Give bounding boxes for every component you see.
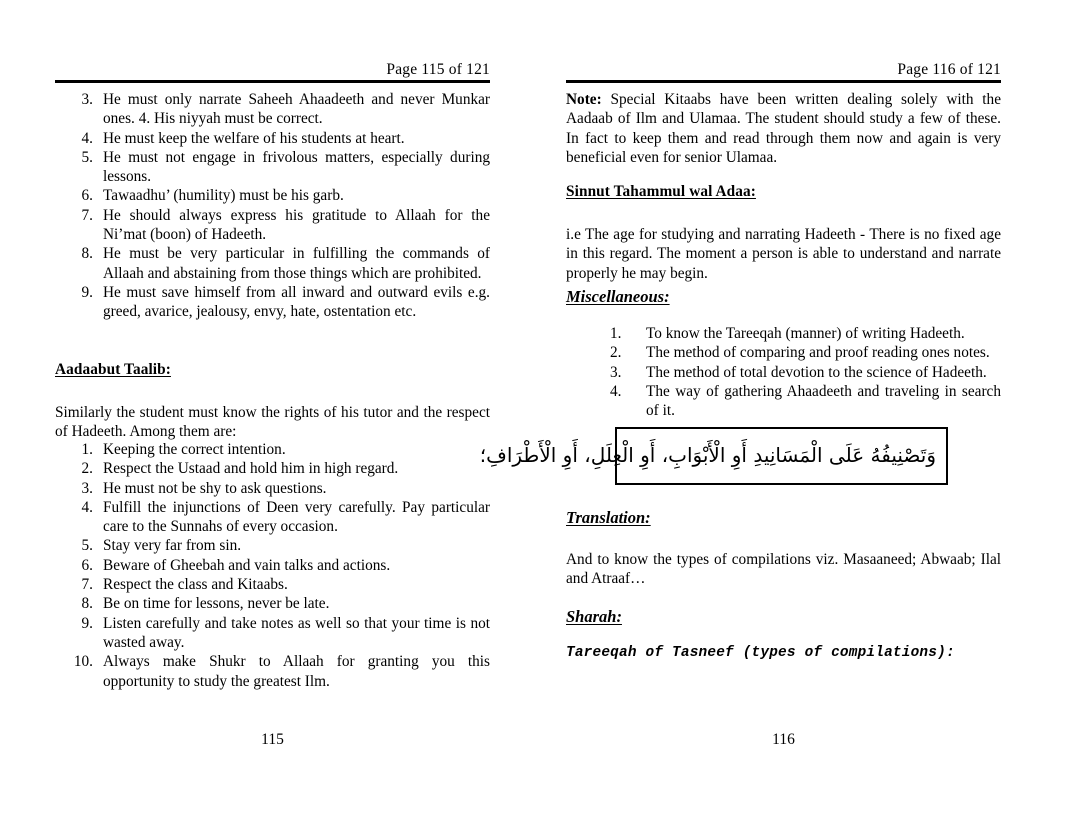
list-item-number: 7.	[81, 206, 93, 224]
left-page	[55, 0, 490, 839]
list-item	[55, 498, 490, 537]
arabic-quote-text: وَتَصْنِيفُهُ عَلَى الْمَسَانِيدِ أَوِ الْأَبْوَابِ، أَوِ الْعِلَلِ، أَوِ الْأَطْرَافِ؛	[479, 443, 936, 467]
student-adab-list-area	[55, 440, 490, 691]
list-item	[55, 186, 490, 205]
right-page-running-header: Page 116 of 121	[897, 61, 1001, 78]
translation-heading-area	[566, 508, 1001, 528]
list-item-text: Listen carefully and take notes as well so that your time is not wasted away.	[103, 614, 490, 651]
list-item	[566, 324, 1001, 343]
list-item-text: Keeping the correct intention.	[103, 441, 286, 458]
list-item-text: He must save himself from all inward and outward evils e.g. greed, avarice, jealousy, envy, hate, ostentation etc.	[103, 283, 490, 321]
list-item-text: The method of total devotion to the science of Hadeeth.	[646, 363, 987, 381]
list-item-number: 4.	[81, 129, 93, 147]
list-item	[55, 244, 490, 283]
sharah-heading: Sharah:	[566, 607, 622, 626]
list-item-text: Respect the Ustaad and hold him in high regard.	[103, 460, 399, 478]
list-item	[55, 614, 490, 653]
list-item	[55, 594, 490, 613]
list-item-number: 1.	[81, 441, 93, 458]
note-paragraph	[566, 90, 1001, 167]
list-item-text: The method of comparing and proof reading ones notes.	[646, 344, 990, 362]
list-item-number: 5.	[81, 148, 93, 166]
list-item-text: He must not be shy to ask questions.	[103, 479, 327, 497]
tareeqah-of-tasneef-subheading: Tareeqah of Tasneef (types of compilations):	[566, 645, 955, 661]
misc-list-area	[566, 324, 1001, 420]
translation-text-area	[566, 550, 1001, 589]
list-item-number: 2.	[81, 460, 93, 478]
list-item-text: To know the Tareeqah (manner) of writing Hadeeth.	[646, 325, 965, 342]
right-page	[479, 0, 1001, 839]
note-text: Special Kitaabs have been written dealing solely with the Aadaab of Ilm and Ulamaa. The student should study a few of these. In fact to keep them and read through them now and again is very beneficial even for senior Ulamaa.	[566, 91, 1001, 166]
list-item-text: Beware of Gheebah and vain talks and actions.	[103, 556, 391, 574]
student-adab-list	[55, 440, 490, 691]
list-item-number: 9.	[81, 283, 93, 301]
list-item-text: He must keep the welfare of his students at heart.	[103, 129, 405, 147]
list-item	[55, 129, 490, 148]
list-item	[55, 283, 490, 322]
list-item-text: The way of gathering Ahaadeeth and traveling in search of it.	[646, 382, 1001, 420]
translation-paragraph: And to know the types of compilations viz. Masaaneed; Abwaab; Ilal and Atraaf…	[566, 551, 1001, 588]
list-item-number: 8.	[81, 595, 93, 613]
left-page-header-rule	[55, 80, 490, 83]
list-item-number: 3.	[610, 363, 622, 381]
list-item-number: 8.	[81, 245, 93, 263]
arabic-quote-box-area	[479, 427, 948, 485]
left-page-running-header: Page 115 of 121	[386, 61, 490, 78]
list-item-text: Fulfill the injunctions of Deen very carefully. Pay particular care to the Sunnahs of every occasion.	[103, 498, 490, 536]
list-item-number: 6.	[81, 556, 93, 574]
sharah-subheading-area	[566, 644, 1001, 663]
sharah-heading-area	[566, 607, 1001, 627]
list-item-text: He must not engage in frivolous matters, especially during lessons.	[103, 148, 490, 186]
student-intro-paragraph: Similarly the student must know the rights of his tutor and the respect of Hadeeth. Among them are:	[55, 404, 490, 441]
list-item-number: 3.	[81, 91, 93, 108]
arabic-quote-box	[479, 427, 948, 485]
list-item-number: 2.	[610, 344, 622, 362]
list-item	[55, 556, 490, 575]
list-item-text: He should always express his gratitude to Allaah for the Ni’mat (boon) of Hadeeth.	[103, 206, 490, 244]
list-item-number: 10.	[73, 653, 93, 671]
sinnut-heading-area	[566, 182, 1001, 201]
list-item-number: 7.	[81, 576, 93, 594]
miscellaneous-list	[566, 324, 1001, 420]
list-item	[566, 343, 1001, 362]
left-top-list-area	[55, 90, 490, 322]
list-item-text: Respect the class and Kitaabs.	[103, 576, 288, 594]
miscellaneous-heading: Miscellaneous:	[566, 287, 670, 306]
list-item	[55, 536, 490, 555]
list-item-number: 9.	[81, 614, 93, 632]
list-item-number: 5.	[81, 537, 93, 555]
list-item	[55, 479, 490, 498]
list-item-number: 4.	[610, 382, 622, 400]
list-item-text: He must be very particular in fulfilling the commands of Allaah and abstaining from those things which are prohibited.	[103, 245, 490, 282]
aadaabut-taalib-heading: Aadaabut Taalib:	[55, 361, 171, 378]
list-item	[566, 363, 1001, 382]
list-item-text: Tawaadhu’ (humility) must be his garb.	[103, 187, 344, 205]
list-item-number: 1.	[610, 325, 622, 342]
left-page-folio: 115	[261, 731, 284, 748]
list-item	[566, 382, 1001, 421]
student-intro-area	[55, 403, 490, 442]
list-item	[55, 206, 490, 245]
aadaabut-taalib-heading-area	[55, 360, 490, 379]
list-item-text: Stay very far from sin.	[103, 537, 242, 555]
right-page-folio: 116	[772, 731, 795, 748]
list-item	[55, 459, 490, 478]
list-item	[55, 90, 490, 129]
note-label: Note:	[566, 91, 602, 108]
list-item-number: 6.	[81, 187, 93, 205]
list-item	[55, 652, 490, 691]
list-item	[55, 440, 490, 459]
list-item-text: He must only narrate Saheeh Ahaadeeth and never Munkar ones. 4. His niyyah must be correct.	[103, 91, 490, 128]
misc-heading-area	[566, 287, 1001, 307]
translation-heading: Translation:	[566, 508, 651, 527]
sinnut-tahammul-heading: Sinnut Tahammul wal Adaa:	[566, 183, 756, 200]
sinnut-paragraph-area	[566, 225, 1001, 283]
list-item-text: Be on time for lessons, never be late.	[103, 595, 330, 613]
list-item	[55, 148, 490, 187]
list-item-text: Always make Shukr to Allaah for granting you this opportunity to study the greatest Ilm.	[103, 653, 490, 690]
list-item-number: 3.	[81, 479, 93, 497]
list-item	[55, 575, 490, 594]
note-area	[566, 90, 1001, 167]
list-item-number: 4.	[81, 498, 93, 516]
right-page-header-rule	[566, 80, 1001, 83]
teacher-adab-list	[55, 90, 490, 322]
sinnut-paragraph: i.e The age for studying and narrating Hadeeth - There is no fixed age in this regard. The moment a person is able to understand and narrate properly he may begin.	[566, 226, 1001, 282]
